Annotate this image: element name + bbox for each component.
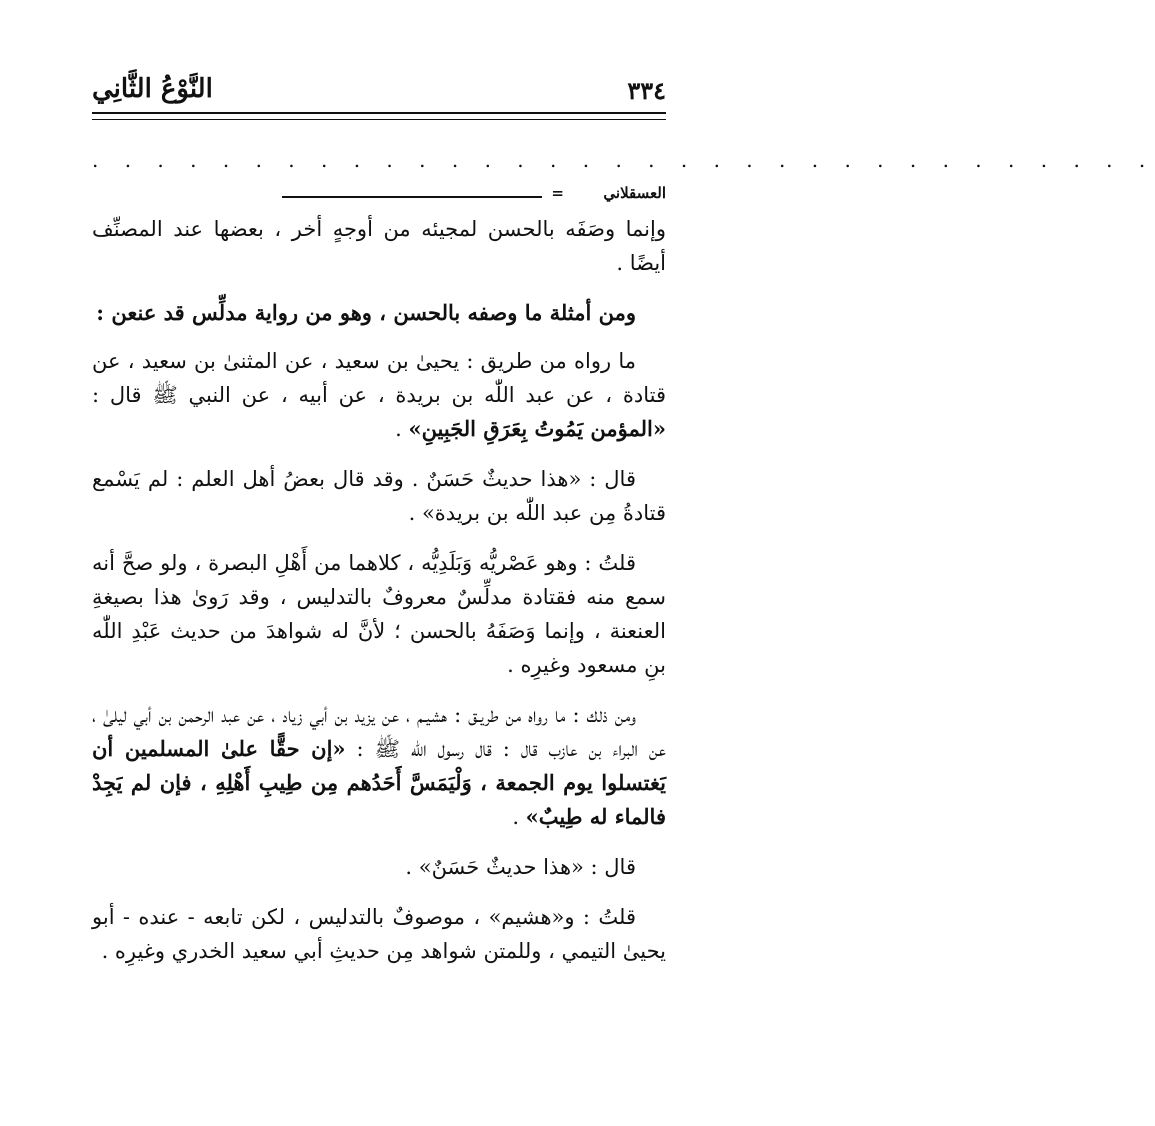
body-text xyxy=(92,212,666,984)
running-title: النَّوْعُ الثَّانِي xyxy=(92,74,213,104)
paragraph-text: ما رواه من طريق : يحيىٰ بن سعيد ، عن المثنىٰ بن سعيد ، عن قتادة ، عن عبد اللّٰه بن بريدة ، عن أبيه ، عن النبي ﷺ قال : xyxy=(92,349,666,407)
paragraph: قال : «هذا حديثٌ حَسَنٌ . وقد قال بعضُ أهل العلم : لم يَسْمع قتادةُ مِن عبد اللّٰه بن بريدة» . xyxy=(92,467,666,525)
paragraph xyxy=(92,698,666,834)
commentary-header xyxy=(92,184,666,206)
paragraph: قلتُ : وهو عَصْريُّه وَبَلَدِيُّه ، كلاهما من أَهْلِ البصرة ، ولو صحَّ أنه سمع منه فقتادة مدلِّسٌ معروفٌ بالتدليس ، وقد رَوىٰ هذا بصيغةِ العنعنة ، وإنما وَصَفَهُ بالحسن ؛ لأنَّ له شواهدَ من حديث عَبْدِ اللّٰه بنِ مسعود وغيرِه . xyxy=(92,551,666,677)
commentator-label: العسقلاني xyxy=(603,184,666,202)
page-number: ٣٣٤ xyxy=(627,76,666,105)
section-heading: ومن أمثلة ما وصفه بالحسن ، وهو من رواية مدلِّس قد عنعن : xyxy=(96,300,636,325)
paragraph-text: ومن ذلك : ما رواه من طريـق : هشيـم ، عن يزيد بن أبي زياد ، عن عبد الرحمن بن أبي ليلىٰ ، عن البراء بن عازب قال : قال رسول اللّٰه ﷺ : xyxy=(92,703,666,761)
page-header xyxy=(92,72,666,106)
hadith-quote: «إن حقًّا علىٰ المسلمين أن يَغتسلوا يوم الجمعة ، وَلْيَمَسَّ أَحَدُهم مِن طِيبِ أَهْلِهِ ، فإن لم يَجِدْ فالماء له طِيبٌ» xyxy=(92,736,666,829)
paragraph xyxy=(92,344,666,446)
dotted-separator: . . . . . . . . . . . . . . . . . . . . . . . . . . . . . . . . . xyxy=(92,148,1155,172)
header-double-rule xyxy=(92,112,666,120)
paragraph: وإنما وصَفَه بالحسن لمجيئه من أوجهٍ أخر ، بعضها عند المصنِّف أيضًا . xyxy=(92,217,666,275)
paragraph: قلتُ : و«هشيم» ، موصوفٌ بالتدليس ، لكن تابعه - عنده - أبو يحيىٰ التيمي ، وللمتن شواهد مِن حديثِ أبي سعيد الخدري وغيرِه . xyxy=(92,905,666,963)
commentary-rule xyxy=(282,196,542,198)
paragraph: قال : «هذا حديثٌ حَسَنٌ» . xyxy=(405,855,636,879)
paragraph-end: . xyxy=(395,417,409,441)
hadith-quote: «المؤمن يَمُوتُ بِعَرَقِ الجَبِينِ» xyxy=(408,416,666,441)
paragraph-end: . xyxy=(512,805,526,829)
continuation-mark: = xyxy=(551,184,564,202)
